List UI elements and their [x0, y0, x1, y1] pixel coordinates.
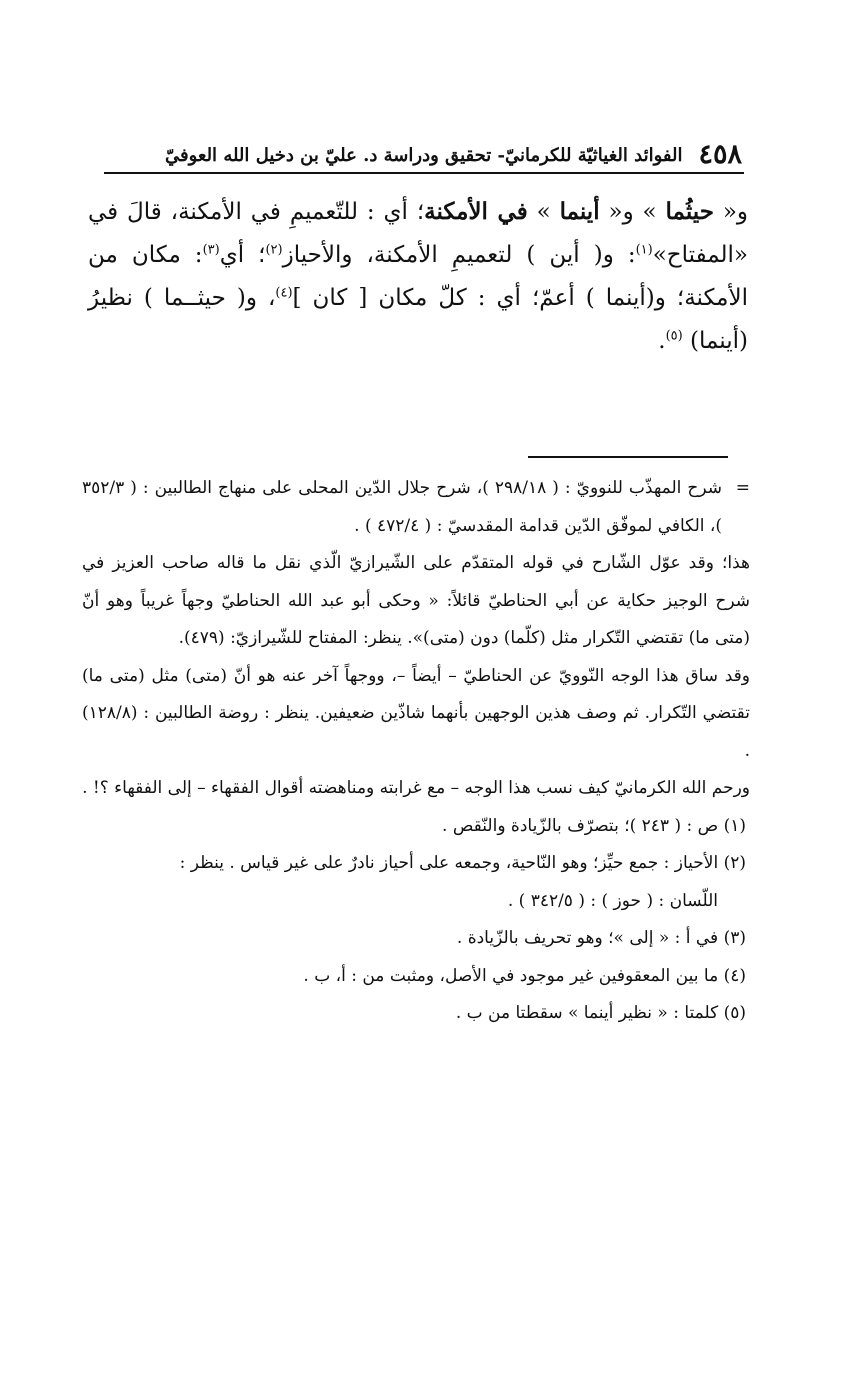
main-text-run: » — [527, 199, 560, 225]
footnote-3 — [82, 920, 750, 958]
footnote-ref-4: (٤) — [275, 285, 293, 301]
running-header — [106, 136, 742, 170]
bold-term-haythuma: حيثُما — [665, 198, 714, 225]
footnote-text: (٥) كلمتا : « نظير أينما » سقطتا من ب . — [455, 1003, 746, 1023]
footnote-paragraph: وقد ساق هذا الوجه النّوويّ عن الحناطيّ – أيضاً –، ووجهاً آخر عنه هو أنّ (متى) مثل (متى ما) تقتضي التّكرار. ثم وصف هذين الوجهين بأنهما شاذّين ضعيفين. ينظر : روضة الطالبين : (١٢٨/٨) . — [82, 665, 750, 761]
footnote-ref-5: (٥) — [665, 328, 683, 344]
footnotes — [82, 470, 750, 1033]
header-rule — [104, 172, 744, 174]
main-paragraph — [88, 190, 748, 363]
footnote-continuation — [82, 470, 750, 545]
footnote-1 — [82, 808, 750, 846]
footnote-4 — [82, 958, 750, 996]
main-text-run: ، و( حيثــما ) نظيرُ (أينما) — [88, 285, 748, 354]
footnote-text: (٣) في أ : « إلى »؛ وهو تحريف بالزّيادة . — [456, 928, 746, 948]
footnote-5 — [82, 995, 750, 1033]
footnote-text: (٢) الأحياز : جمع حيِّز؛ وهو النّاحية، وجمعه على أحياز نادرٌ على غير قياس . ينظر : — [179, 853, 746, 873]
footnote-text: (٤) ما بين المعقوفين غير موجود في الأصل، ومثبت من : أ، ب . — [303, 965, 746, 986]
footnote-2 — [82, 845, 750, 920]
main-text-run: ؛ أي — [219, 242, 266, 268]
footnote-ref-3: (٣) — [202, 242, 220, 258]
bold-term-fil-amkina: في الأمكنة — [424, 198, 528, 225]
main-text-run: . — [658, 328, 666, 354]
main-text — [88, 190, 748, 363]
footnote-separator — [528, 456, 728, 458]
continuation-mark: = — [735, 478, 750, 498]
main-text-run: ؛ أي : للتّعميمِ في الأمكنة، قالَ في «المفتاح» — [88, 199, 749, 268]
main-text-run: و« — [713, 199, 749, 225]
page-number: ٤٥٨ — [698, 139, 742, 170]
footnote-ref-2: (٢) — [265, 242, 283, 258]
footnote-paragraph: ورحم الله الكرمانيّ كيف نسب هذا الوجه – مع غرابته ومناهضته أقوال الفقهاء – إلى الفقهاء ؟! . — [82, 778, 750, 798]
main-text-run: » و« — [599, 199, 666, 225]
main-text-run: : مكان من الأمكنة؛ و(أينما ) أعمّ؛ أي : كلّ مكان [ كان ] — [88, 242, 748, 311]
footnote-text-continued: اللّسان : ( حوز ) : ( ٣٤٢/٥ ) . — [507, 890, 718, 911]
footnote-paragraph: هذا؛ وقد عوّل الشّارح في قوله المتقدّم على الشّيرازيّ الّذي نقل ما قاله صاحب العزيز في شرح الوجيز حكاية عن أبي الحناطيّ قائلاً: « وحكى أبو عبد الله الحناطيّ وجهاً غريباً وهو أنّ (متى ما) تقتضي التّكرار مثل (كلّما) دون (متى)». ينظر: المفتاح للشّيرازيّ: (٤٧٩). — [82, 553, 750, 648]
header-title: الفوائد الغياثيّة للكرمانيّ- تحقيق ودراسة د. عليّ بن دخيل الله العوفيّ — [164, 145, 683, 166]
continuation-text: شرح المهذّب للنوويّ : ( ٢٩٨/١٨ )، شرح جلال الدّين المحلى على منهاج الطالبين : ( ٣٥٢/٣ )، الكافي لموفّق الدّين قدامة المقدسيّ : ( ٤٧٢/٤ ) . — [82, 478, 722, 536]
footnote-ref-1: (١) — [635, 242, 653, 258]
footnote-text: (١) ص : ( ٢٤٣ )؛ بتصرّف بالزّيادة والنّقص . — [442, 815, 746, 836]
bold-term-aynama: أينما — [559, 198, 600, 225]
main-text-run: : و( أين ) لتعميمِ الأمكنة، والأحياز — [282, 242, 636, 268]
